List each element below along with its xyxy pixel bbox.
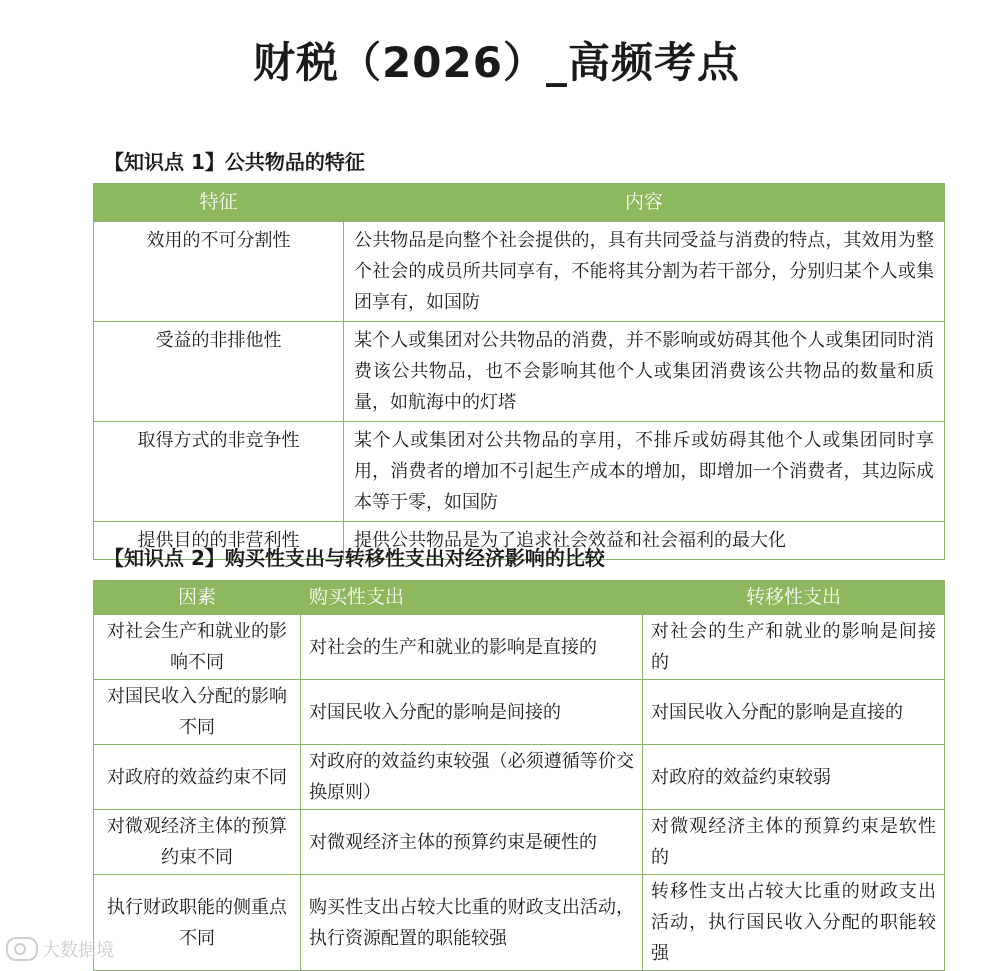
section-heading-2: 【知识点 2】购买性支出与转移性支出对经济影响的比较 <box>104 546 605 570</box>
factor-cell: 对微观经济主体的预算约束不同 <box>94 810 301 875</box>
factor-cell: 执行财政职能的侧重点不同 <box>94 875 301 971</box>
table-row <box>94 745 945 810</box>
factor-cell: 对国民收入分配的影响不同 <box>94 680 301 745</box>
section-heading-1: 【知识点 1】公共物品的特征 <box>104 150 365 174</box>
column-header-transfer: 转移性支出 <box>643 581 945 615</box>
table-row <box>94 422 945 522</box>
purchase-cell: 对微观经济主体的预算约束是硬性的 <box>301 810 643 875</box>
factor-cell: 对政府的效益约束不同 <box>94 745 301 810</box>
table-row <box>94 810 945 875</box>
transfer-cell: 对国民收入分配的影响是直接的 <box>643 680 945 745</box>
footer-logo-text: 大数据境 <box>42 940 114 961</box>
table-row <box>94 875 945 971</box>
purchase-cell: 购买性支出占较大比重的财政支出活动，执行资源配置的职能较强 <box>301 875 643 971</box>
table-header-row <box>94 581 945 615</box>
feature-cell: 效用的不可分割性 <box>94 222 344 322</box>
transfer-cell: 对社会的生产和就业的影响是间接的 <box>643 615 945 680</box>
content-cell: 某个人或集团对公共物品的享用，不排斥或妨碍其他个人或集团同时享用，消费者的增加不引起生产成本的增加，即增加一个消费者，其边际成本等于零，如国防 <box>344 422 945 522</box>
transfer-cell: 对政府的效益约束较弱 <box>643 745 945 810</box>
public-goods-table <box>93 183 945 560</box>
feature-cell: 提供目的的非营利性 <box>94 522 344 560</box>
table-row <box>94 680 945 745</box>
content-cell: 某个人或集团对公共物品的消费，并不影响或妨碍其他个人或集团同时消费该公共物品，也不会影响其他个人或集团消费该公共物品的数量和质量，如航海中的灯塔 <box>344 322 945 422</box>
purchase-cell: 对政府的效益约束较强（必须遵循等价交换原则） <box>301 745 643 810</box>
purchase-cell: 对国民收入分配的影响是间接的 <box>301 680 643 745</box>
column-header-feature: 特征 <box>94 184 344 222</box>
table-row <box>94 615 945 680</box>
expenditure-comparison-table <box>93 580 945 971</box>
feature-cell: 取得方式的非竞争性 <box>94 422 344 522</box>
purchase-cell: 对社会的生产和就业的影响是直接的 <box>301 615 643 680</box>
column-header-content: 内容 <box>344 184 945 222</box>
column-header-purchase: 购买性支出 <box>301 581 643 615</box>
table-row <box>94 322 945 422</box>
transfer-cell: 对微观经济主体的预算约束是软性的 <box>643 810 945 875</box>
table-header-row <box>94 184 945 222</box>
footer-logo <box>6 936 114 962</box>
transfer-cell: 转移性支出占较大比重的财政支出活动，执行国民收入分配的职能较强 <box>643 875 945 971</box>
chat-bubble-icon <box>6 937 38 961</box>
column-header-factor: 因素 <box>94 581 301 615</box>
factor-cell: 对社会生产和就业的影响不同 <box>94 615 301 680</box>
content-cell: 提供公共物品是为了追求社会效益和社会福利的最大化 <box>344 522 945 560</box>
page-title: 财税（2026）_高频考点 <box>253 38 740 87</box>
feature-cell: 受益的非排他性 <box>94 322 344 422</box>
table-row <box>94 222 945 322</box>
content-cell: 公共物品是向整个社会提供的，具有共同受益与消费的特点，其效用为整个社会的成员所共同享有，不能将其分割为若干部分，分别归某个人或集团享有，如国防 <box>344 222 945 322</box>
